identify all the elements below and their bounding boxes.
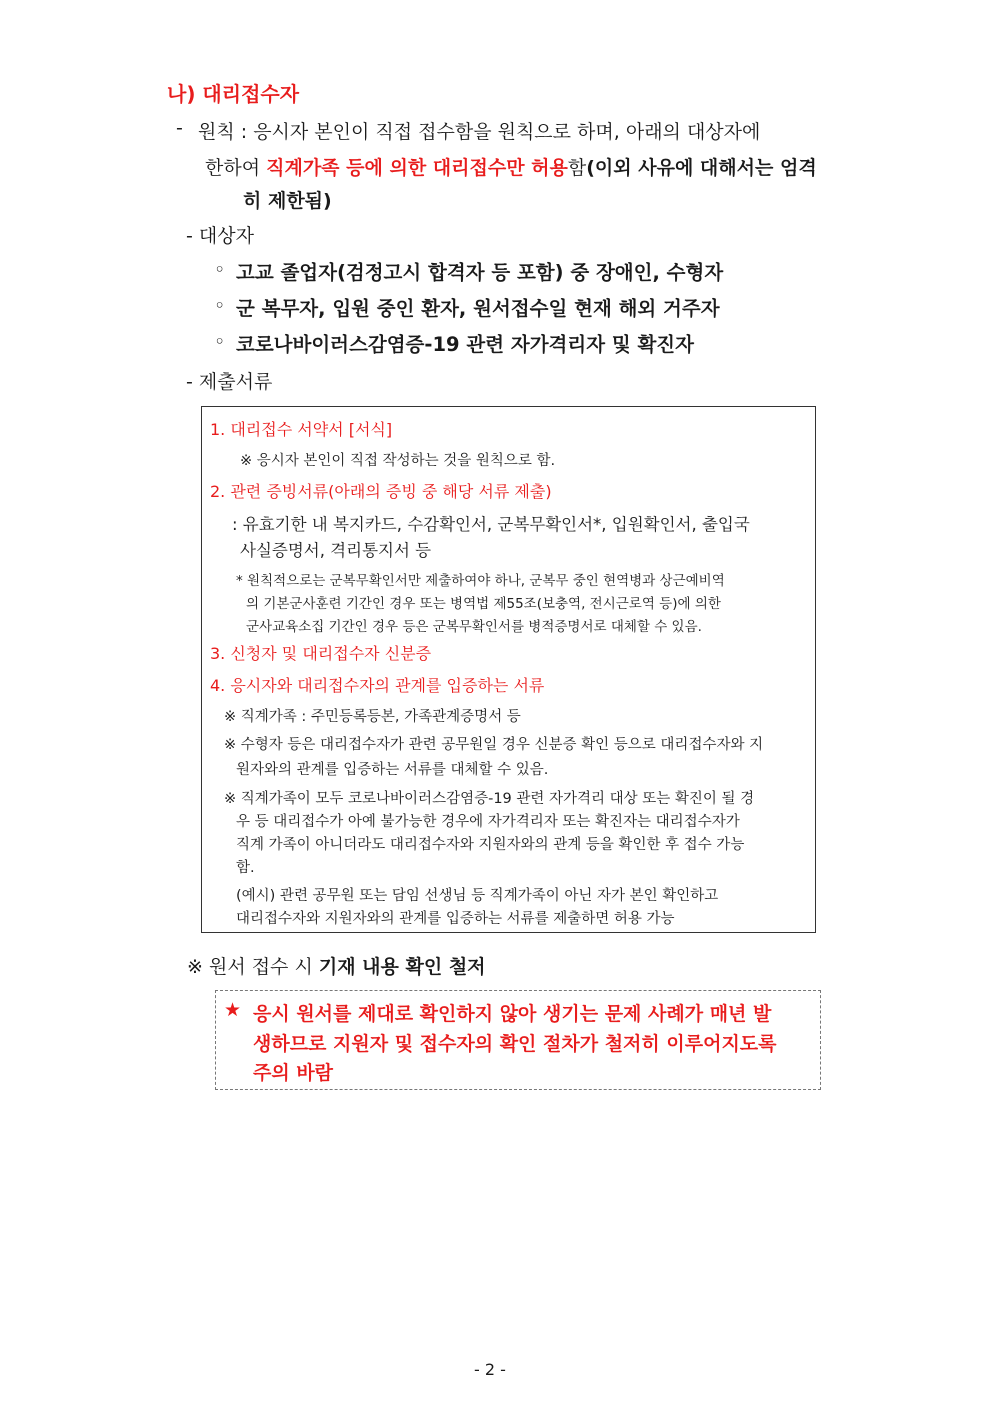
principle-line-3: 히 제한됨)	[243, 190, 332, 212]
doc-item-4: 4. 응시자와 대리접수자의 관계를 입증하는 서류	[210, 676, 545, 695]
principle-mid: 함	[567, 157, 587, 179]
targets-label: - 대상자	[186, 225, 254, 247]
doc-item-4-note-3-line-2: 우 등 대리접수가 아예 불가능한 경우에 자가격리자 또는 확진자는 대리접수자가	[236, 814, 740, 830]
doc-item-2-star-1: * 원칙적으로는 군복무확인서만 제출하여야 하나, 군복무 중인 현역병과 상근예비역	[236, 573, 725, 589]
doc-item-1: 1. 대리접수 서약서 [서식]	[210, 420, 393, 439]
doc-item-2-line-2: 사실증명서, 격리통지서 등	[240, 541, 432, 560]
check-note-emphasis: 기재 내용 확인 철저	[318, 956, 486, 978]
section-title: 나) 대리접수자	[167, 82, 300, 106]
doc-item-4-note-3-line-4: 함.	[236, 860, 255, 876]
warning-box	[215, 990, 821, 1090]
doc-item-2-star-3: 군사교육소집 기간인 경우 등은 군복무확인서를 병적증명서로 대체할 수 있음.	[246, 619, 702, 635]
doc-item-2: 2. 관련 증빙서류(아래의 증빙 중 해당 서류 제출)	[210, 482, 552, 501]
target-item-3: 코로나바이러스감염증-19 관련 자가격리자 및 확진자	[236, 333, 694, 356]
star-icon: ★	[224, 999, 242, 1021]
warning-line-3: 주의 바람	[253, 1062, 334, 1084]
doc-item-2-line-1: : 유효기한 내 복지카드, 수감확인서, 군복무확인서*, 입원확인서, 출입국	[232, 515, 750, 534]
example-line-2: 대리접수자와 지원자와의 관계를 입증하는 서류를 제출하면 허용 가능	[236, 911, 675, 927]
principle-restriction: (이외 사유에 대해서는 엄격	[586, 157, 817, 179]
principle-line-2	[205, 153, 817, 180]
principle-prefix: 한하여	[205, 157, 261, 179]
documents-box	[201, 406, 816, 933]
target-item-1: 고교 졸업자(검정고시 합격자 등 포함) 중 장애인, 수형자	[236, 261, 724, 284]
doc-item-2-star-2: 의 기본군사훈련 기간인 경우 또는 병역법 제55조(보충역, 전시근로역 등)에 의한	[246, 596, 721, 612]
example-line-1: (예시) 관련 공무원 또는 담임 선생님 등 직계가족이 아닌 자가 본인 확인하고	[236, 888, 719, 904]
doc-item-4-note-2-line-2: 원자와의 관계를 입증하는 서류를 대체할 수 있음.	[236, 762, 549, 778]
doc-item-4-note-3-line-1: ※ 직계가족이 모두 코로나바이러스감염증-19 관련 자가격리 대상 또는 확진이 될 경	[224, 791, 755, 807]
check-note	[187, 952, 486, 979]
doc-item-4-note-1: ※ 직계가족 : 주민등록등본, 가족관계증명서 등	[224, 709, 521, 725]
warning-line-1: 응시 원서를 제대로 확인하지 않아 생기는 문제 사례가 매년 발	[253, 1003, 772, 1025]
warning-line-2: 생하므로 지원자 및 접수자의 확인 절차가 철저히 이루어지도록	[253, 1033, 777, 1055]
bullet-icon: ◦	[214, 259, 226, 281]
bullet-icon: ◦	[214, 295, 226, 317]
principle-line-1: 원칙 : 응시자 본인이 직접 접수함을 원칙으로 하며, 아래의 대상자에	[198, 121, 761, 143]
principle-highlight: 직계가족 등에 의한 대리접수만 허용	[266, 157, 568, 179]
principle-dash: -	[176, 117, 183, 139]
doc-item-4-note-2-line-1: ※ 수형자 등은 대리접수자가 관련 공무원일 경우 신분증 확인 등으로 대리접수자와 지	[224, 737, 764, 753]
doc-item-1-note: ※ 응시자 본인이 직접 작성하는 것을 원칙으로 함.	[240, 453, 556, 469]
target-item-2: 군 복무자, 입원 중인 환자, 원서접수일 현재 해외 거주자	[236, 297, 720, 320]
doc-item-3: 3. 신청자 및 대리접수자 신분증	[210, 644, 432, 663]
page-number: - 2 -	[474, 1360, 506, 1379]
bullet-icon: ◦	[214, 331, 226, 353]
documents-label: - 제출서류	[186, 371, 273, 393]
doc-item-4-note-3-line-3: 직계 가족이 아니더라도 대리접수자와 지원자와의 관계 등을 확인한 후 접수 가능	[236, 837, 745, 853]
check-note-prefix: ※ 원서 접수 시	[187, 956, 313, 978]
